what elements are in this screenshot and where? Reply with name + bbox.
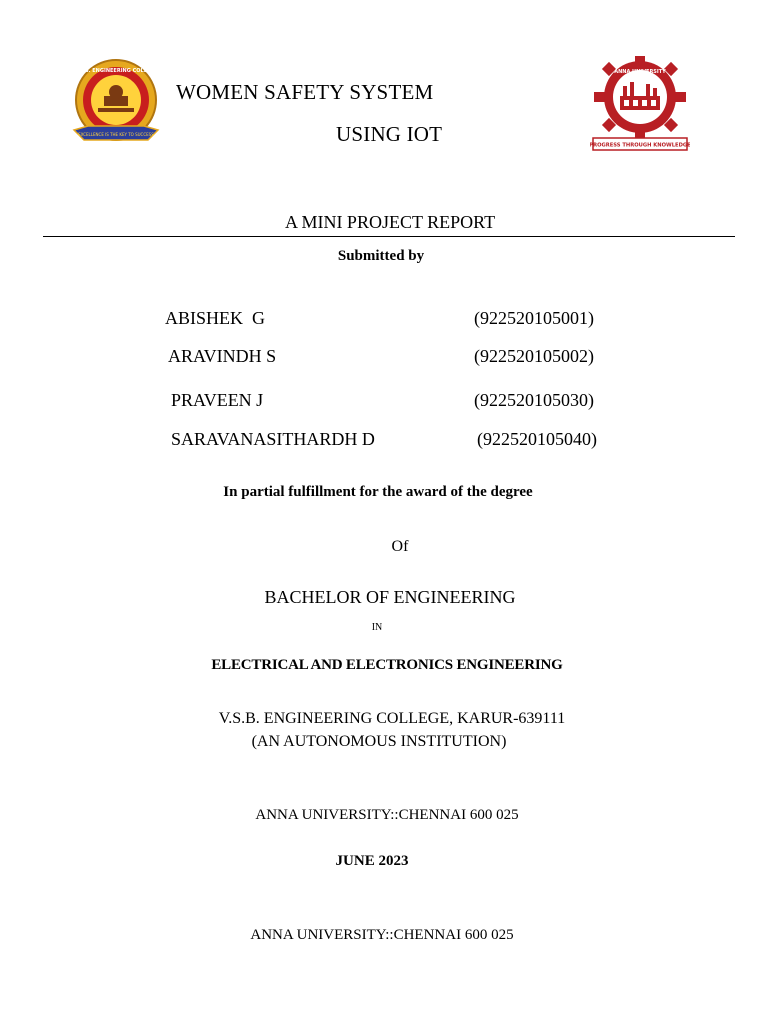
logo-left-ribbon-text: EXCELLENCE IS THE KEY TO SUCCESS <box>78 132 154 137</box>
student-name: PRAVEEN J <box>171 390 264 410</box>
branch-name: ELECTRICAL AND ELECTRONICS ENGINEERING <box>211 657 563 673</box>
university-name-repeat: ANNA UNIVERSITY::CHENNAI 600 025 <box>250 927 514 943</box>
submitted-by-label: Submitted by <box>337 248 425 264</box>
student-reg-number: (922520105040) <box>477 429 597 449</box>
heading-divider <box>43 236 735 237</box>
anna-university-emblem-icon <box>590 52 690 152</box>
project-title-line2: USING IOT <box>336 122 443 146</box>
college-name: V.S.B. ENGINEERING COLLEGE, KARUR-639111 <box>218 710 566 727</box>
student-reg-number: (922520105001) <box>474 308 594 328</box>
university-name: ANNA UNIVERSITY::CHENNAI 600 025 <box>255 807 519 823</box>
student-reg-number: (922520105030) <box>474 390 594 410</box>
logo-right-ring-text: ANNA UNIVERSITY <box>614 69 666 75</box>
of-text: Of <box>391 538 409 555</box>
logo-left-ring-text: V.S.B. ENGINEERING COLLEGE <box>74 68 158 74</box>
student-name: SARAVANASITHARDH D <box>171 429 375 449</box>
in-text: IN <box>371 622 383 633</box>
student-name: ARAVINDH S <box>168 346 277 366</box>
submission-date: JUNE 2023 <box>335 853 409 869</box>
autonomous-status: (AN AUTONOMOUS INSTITUTION) <box>251 733 507 750</box>
degree-name: BACHELOR OF ENGINEERING <box>264 587 516 607</box>
partial-fulfillment-text: In partial fulfillment for the award of the degree <box>223 484 533 500</box>
vsb-college-emblem-icon <box>68 56 164 152</box>
student-reg-number: (922520105002) <box>474 346 594 366</box>
report-heading: A MINI PROJECT REPORT <box>284 212 496 232</box>
logo-right-ribbon-text: PROGRESS THROUGH KNOWLEDGE <box>590 142 690 149</box>
student-name: ABISHEK G <box>165 308 266 328</box>
project-title-line1: WOMEN SAFETY SYSTEM <box>176 80 434 104</box>
